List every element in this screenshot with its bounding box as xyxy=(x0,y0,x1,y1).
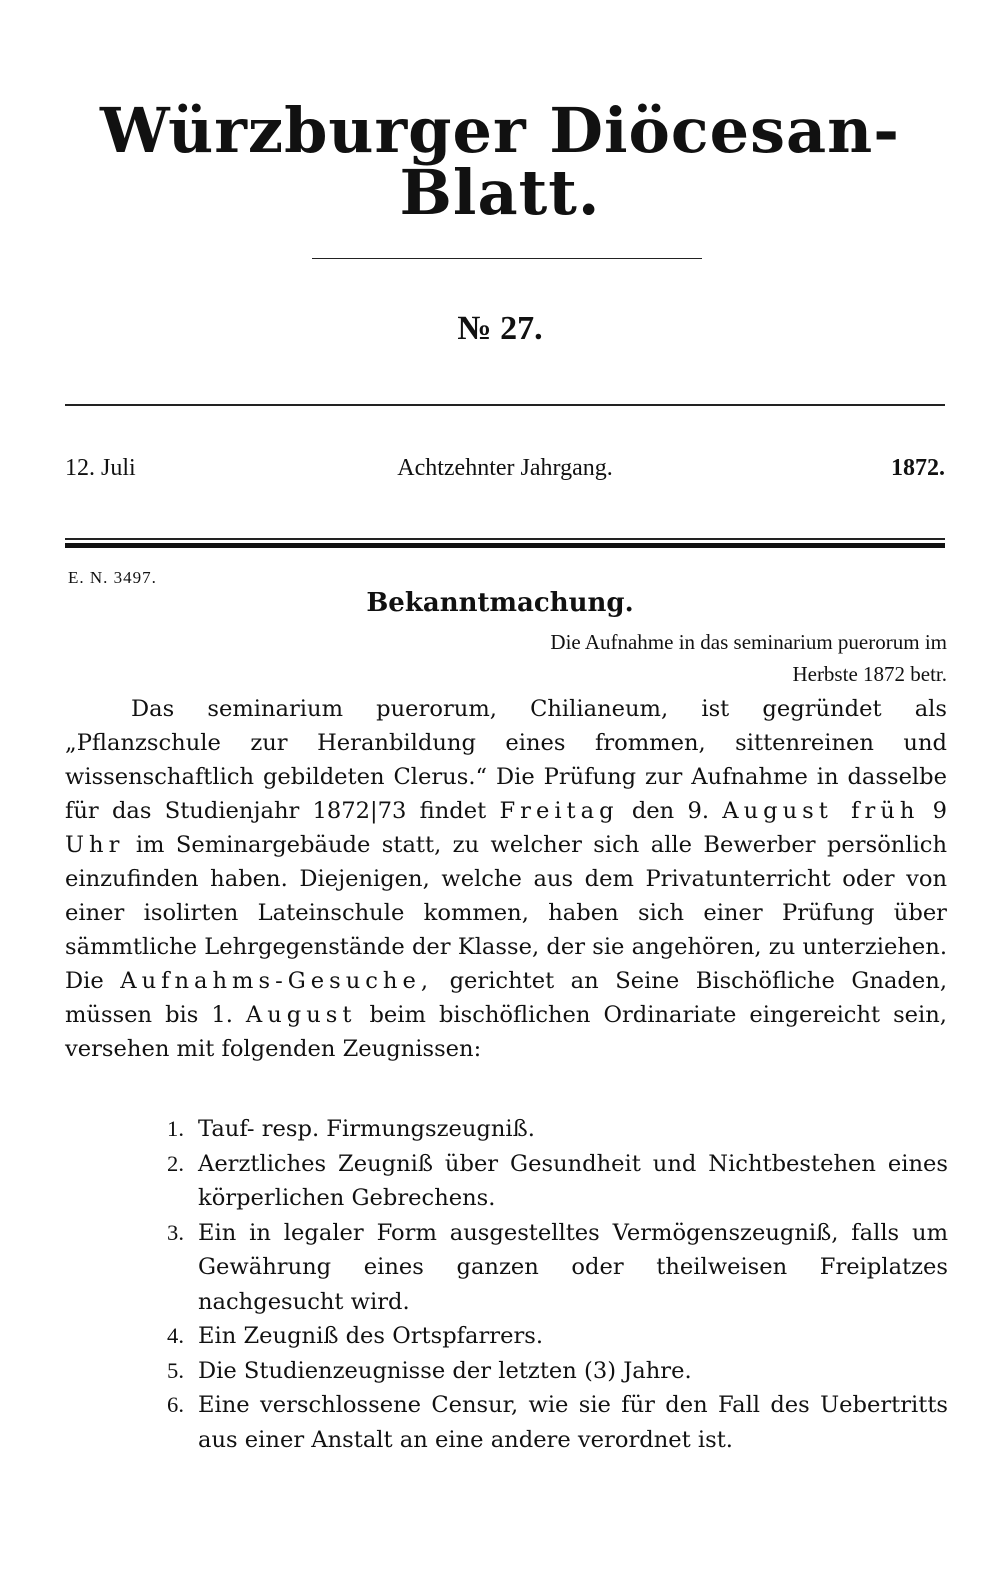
header-rule-bottom-thick xyxy=(65,543,945,548)
notice-paragraph xyxy=(65,692,947,1066)
notice-title: Bekanntmachung. xyxy=(366,588,634,618)
exam-day: Freitag xyxy=(499,798,619,824)
body-intro-3: 9 xyxy=(932,798,948,824)
list-item xyxy=(140,1216,948,1320)
exam-time: Uhr xyxy=(65,832,125,858)
reference-number: E. N. 3497. xyxy=(68,568,157,587)
header-rule-bottom-thin xyxy=(65,538,945,540)
header-rule-top xyxy=(65,404,945,406)
requirements-list xyxy=(140,1112,948,1457)
list-item xyxy=(140,1388,948,1457)
list-item-text: Aerztliches Zeugniß über Gesundheit und Nichtbestehen eines körperlichen Gebrechens. xyxy=(198,1150,948,1211)
issue-number: № 27. xyxy=(457,310,543,347)
list-item xyxy=(140,1147,948,1216)
list-item xyxy=(140,1112,948,1147)
list-item-text: Eine verschlossene Censur, wie sie für den Fall des Uebertritts aus einer Anstalt an eine andere verordnet ist. xyxy=(198,1392,948,1453)
list-item-text: Die Studienzeugnisse der letzten (3) Jahre. xyxy=(198,1357,692,1384)
list-item-text: Ein Zeugniß des Ortspfarrers. xyxy=(198,1323,544,1349)
list-item xyxy=(140,1354,948,1389)
issue-year: 1872. xyxy=(891,455,945,481)
body-intro-4: im Seminargebäude statt, zu welcher sich alle Bewerber persönlich einzufinden haben. Diejenigen, welche aus dem Privatunterricht oder von einer isolirten Lateinschule kommen, haben sich einer Prüfung über sämmtliche Lehrgegenstände der Klasse, der sie angehören, zu unterziehen. Die xyxy=(65,832,948,994)
list-item-text: Tauf- resp. Firmungszeugniß. xyxy=(198,1116,535,1142)
applications-term: Aufnahms-Gesuche, xyxy=(120,968,434,994)
list-item-number: 3. xyxy=(167,1219,184,1245)
list-item-number: 2. xyxy=(167,1150,184,1176)
masthead-title: Würzburger Diöcesan-Blatt. xyxy=(100,94,900,229)
notice-subject: Die Aufnahme in das seminarium puerorum im Herbste 1872 betr. xyxy=(550,630,947,686)
exam-date: August früh xyxy=(722,798,920,824)
list-item-number: 5. xyxy=(167,1357,184,1383)
list-item-number: 6. xyxy=(167,1392,184,1417)
deadline-month: August xyxy=(245,1002,357,1028)
issue-date: 12. Juli xyxy=(65,455,136,481)
list-item xyxy=(140,1319,948,1354)
list-item-text: Ein in legaler Form ausgestelltes Vermögenszeugniß, falls um Gewährung eines ganzen oder theilweisen Freiplatzes nachgesucht wird. xyxy=(198,1219,948,1315)
list-item-number: 1. xyxy=(167,1116,184,1141)
body-intro-6: beim bischöflichen Ordinariate eingereicht sein, versehen mit folgenden Zeugnissen: xyxy=(65,1002,947,1062)
notice-body xyxy=(65,692,947,1066)
body-intro-2: den 9. xyxy=(631,798,710,824)
list-item-number: 4. xyxy=(167,1323,184,1348)
body-intro-5: gerichtet an Seine Bischöfliche Gnaden, müssen bis 1. xyxy=(65,968,947,1028)
body-intro-1: Das seminarium puerorum, Chilianeum, ist gegründet als „Pflanzschule zur Heranbildung eines frommen, sittenreinen und wissenschaftlich gebildeten Clerus.“ Die Prüfung zur Aufnahme in dasselbe für das Studienjahr 1872|73 findet xyxy=(65,696,947,824)
volume-label: Achtzehnter Jahrgang. xyxy=(397,455,613,481)
masthead-divider xyxy=(312,258,702,259)
